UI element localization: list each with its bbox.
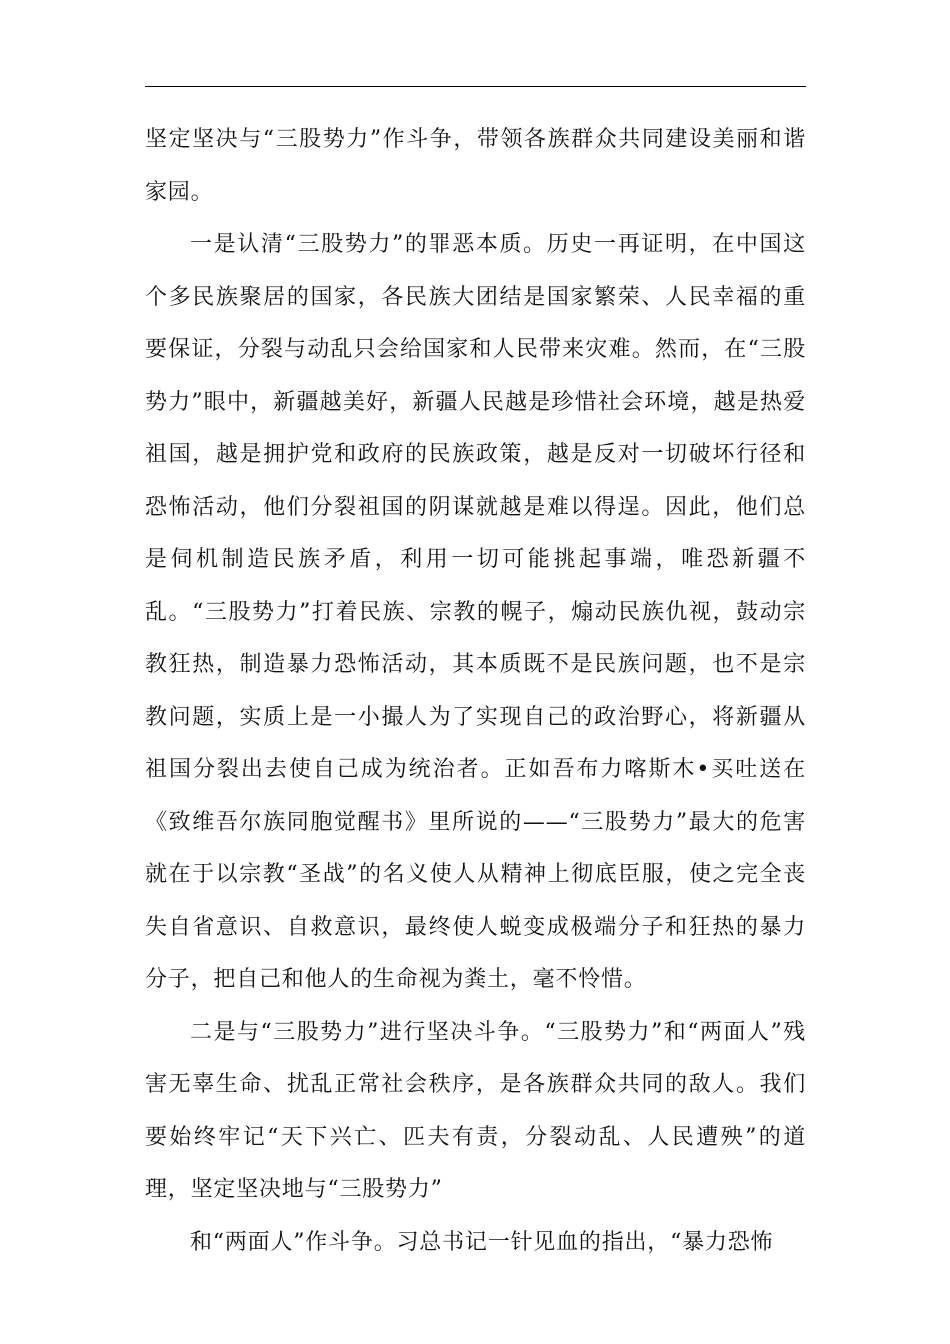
document-body (145, 114, 806, 1269)
paragraph-two-faced-people: 和“两面人”作斗争。习总书记一针见血的指出，“暴力恐怖 (190, 1229, 774, 1255)
paragraph-recognize-nature: 一是认清“三股势力”的罪恶本质。历史一再证明，在中国这个多民族聚居的国家，各民族大团结是国家繁荣、人民幸福的重要保证，分裂与动乱只会给国家和人民带来灾难。然而，在“三股势力”眼中，新疆越美好，新疆人民越是珍惜社会环境，越是热爱祖国，越是拥护党和政府的民族政策，越是反对一切破坏行径和恐怖活动，他们分裂祖国的阴谋就越是难以得逞。因此，他们总是伺机制造民族矛盾，利用一切可能挑起事端，唯恐新疆不乱。“三股势力”打着民族、宗教的幌子，煽动民族仇视，鼓动宗教狂热，制造暴力恐怖活动，其本质既不是民族问题，也不是宗教问题，实质上是一小撮人为了实现自己的政治野心，将新疆从祖国分裂出去使自己成为统治者。正如吾布力喀斯木•买吐送在《致维吾尔族同胞觉醒书》里所说的——“三股势力”最大的危害就在于以宗教“圣战”的名义使人从精神上彻底臣服，使之完全丧失自省意识、自救意识，最终使人蜕变成极端分子和狂热的暴力分子，把自己和他人的生命视为粪土，毫不怜惜。 (145, 232, 806, 992)
paragraph-resolute-struggle: 二是与“三股势力”进行坚决斗争。“三股势力”和“两面人”残害无辜生命、扰乱正常社会秩序，是各族群众共同的敌人。我们要始终牢记“天下兴亡、匹夫有责，分裂动乱、人民遭殃”的道理，坚定坚决地与“三股势力” (145, 1019, 806, 1202)
paragraph-continuation: 坚定坚决与“三股势力”作斗争，带领各族群众共同建设美丽和谐家园。 (145, 127, 806, 205)
header-rule (145, 86, 806, 87)
